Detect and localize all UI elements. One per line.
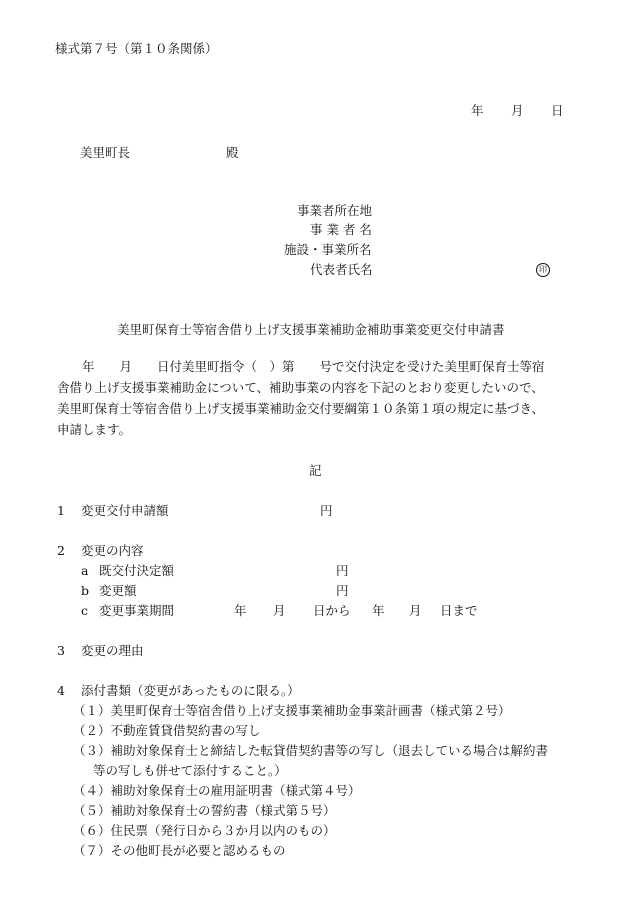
form-number: 様式第７号（第１０条関係） (55, 41, 218, 56)
applicant-representative-label: 代表者氏名 (310, 262, 373, 277)
item2c-label: 変更事業期間 (99, 603, 175, 618)
item2c-to-day: 日まで (440, 603, 478, 618)
item2c-to-year: 年 (372, 603, 385, 618)
attachment-item: （１）美里町保育士等宿舎借り上げ支援事業補助金事業計画書（様式第２号） (73, 703, 511, 718)
date-day: 日 (551, 103, 564, 118)
item1-label: 変更交付申請額 (81, 503, 169, 518)
applicant-name-label: 事 業 者 名 (310, 222, 372, 237)
applicant-address-label: 事業者所在地 (297, 203, 373, 218)
item3-label: 変更の理由 (81, 643, 144, 658)
item2c-from-year: 年 (234, 603, 247, 618)
body-line: 美里町保育士等宿舎借り上げ支援事業補助金交付要綱第１０条第１項の規定に基づき、 (57, 401, 545, 416)
attachment-item: （６）住民票（発行日から３か月以内のもの） (73, 823, 336, 838)
document-title: 美里町保育士等宿舎借り上げ支援事業補助金補助事業変更交付申請書 (117, 322, 505, 337)
item2c-from-month: 月 (273, 603, 286, 618)
attachment-item: （２）不動産賃貸借契約書の写し (73, 723, 261, 738)
item2a-label: 既交付決定額 (99, 563, 175, 578)
item2c-from-day: 日から (313, 603, 351, 618)
addressee-name: 美里町長 (80, 145, 131, 160)
attachment-item: （５）補助対象保育士の誓約書（様式第５号） (73, 803, 336, 818)
attachment-item: （３）補助対象保育士と締結した転貸借契約書等の写し（退去している場合は解約書 (73, 743, 549, 758)
item2b-label: 変更額 (99, 583, 137, 598)
seal-mark: 印 (536, 263, 550, 277)
item2c-letter: c (81, 603, 89, 618)
body-paragraph (57, 356, 592, 440)
applicant-facility-label: 施設・事業所名 (284, 242, 372, 257)
attachment-item: （４）補助対象保育士の雇用証明書（様式第４号） (73, 783, 361, 798)
item2b-letter: b (81, 583, 90, 598)
item2a-letter: a (81, 563, 89, 578)
item2-number: 2 (57, 543, 65, 558)
date-month: 月 (511, 103, 524, 118)
item2b-unit: 円 (336, 583, 349, 598)
body-line: 舎借り上げ支援事業補助金について、補助事業の内容を下記のとおり変更したいので、 (57, 380, 544, 395)
item3-number: 3 (57, 643, 65, 658)
item4-number: 4 (57, 683, 65, 698)
item4-label: 添付書類（変更があったものに限る。） (81, 683, 300, 698)
item2a-unit: 円 (336, 563, 349, 578)
date-year: 年 (471, 103, 484, 118)
body-line: 申請します。 (57, 422, 132, 437)
addressee-honorific: 殿 (226, 145, 239, 160)
body-line: 年 月 日付美里町指令（ ）第 号で交付決定を受けた美里町保育士等宿 (57, 359, 545, 374)
item2c-to-month: 月 (409, 603, 422, 618)
item1-unit: 円 (320, 503, 333, 518)
attachment-item: （７）その他町長が必要と認めるもの (73, 843, 286, 858)
ki-marker: 記 (309, 463, 322, 478)
item2-label: 変更の内容 (81, 543, 144, 558)
attachment-item-continued: 等の写しも併せて添付すること。） (93, 763, 287, 778)
item1-number: 1 (57, 503, 65, 518)
